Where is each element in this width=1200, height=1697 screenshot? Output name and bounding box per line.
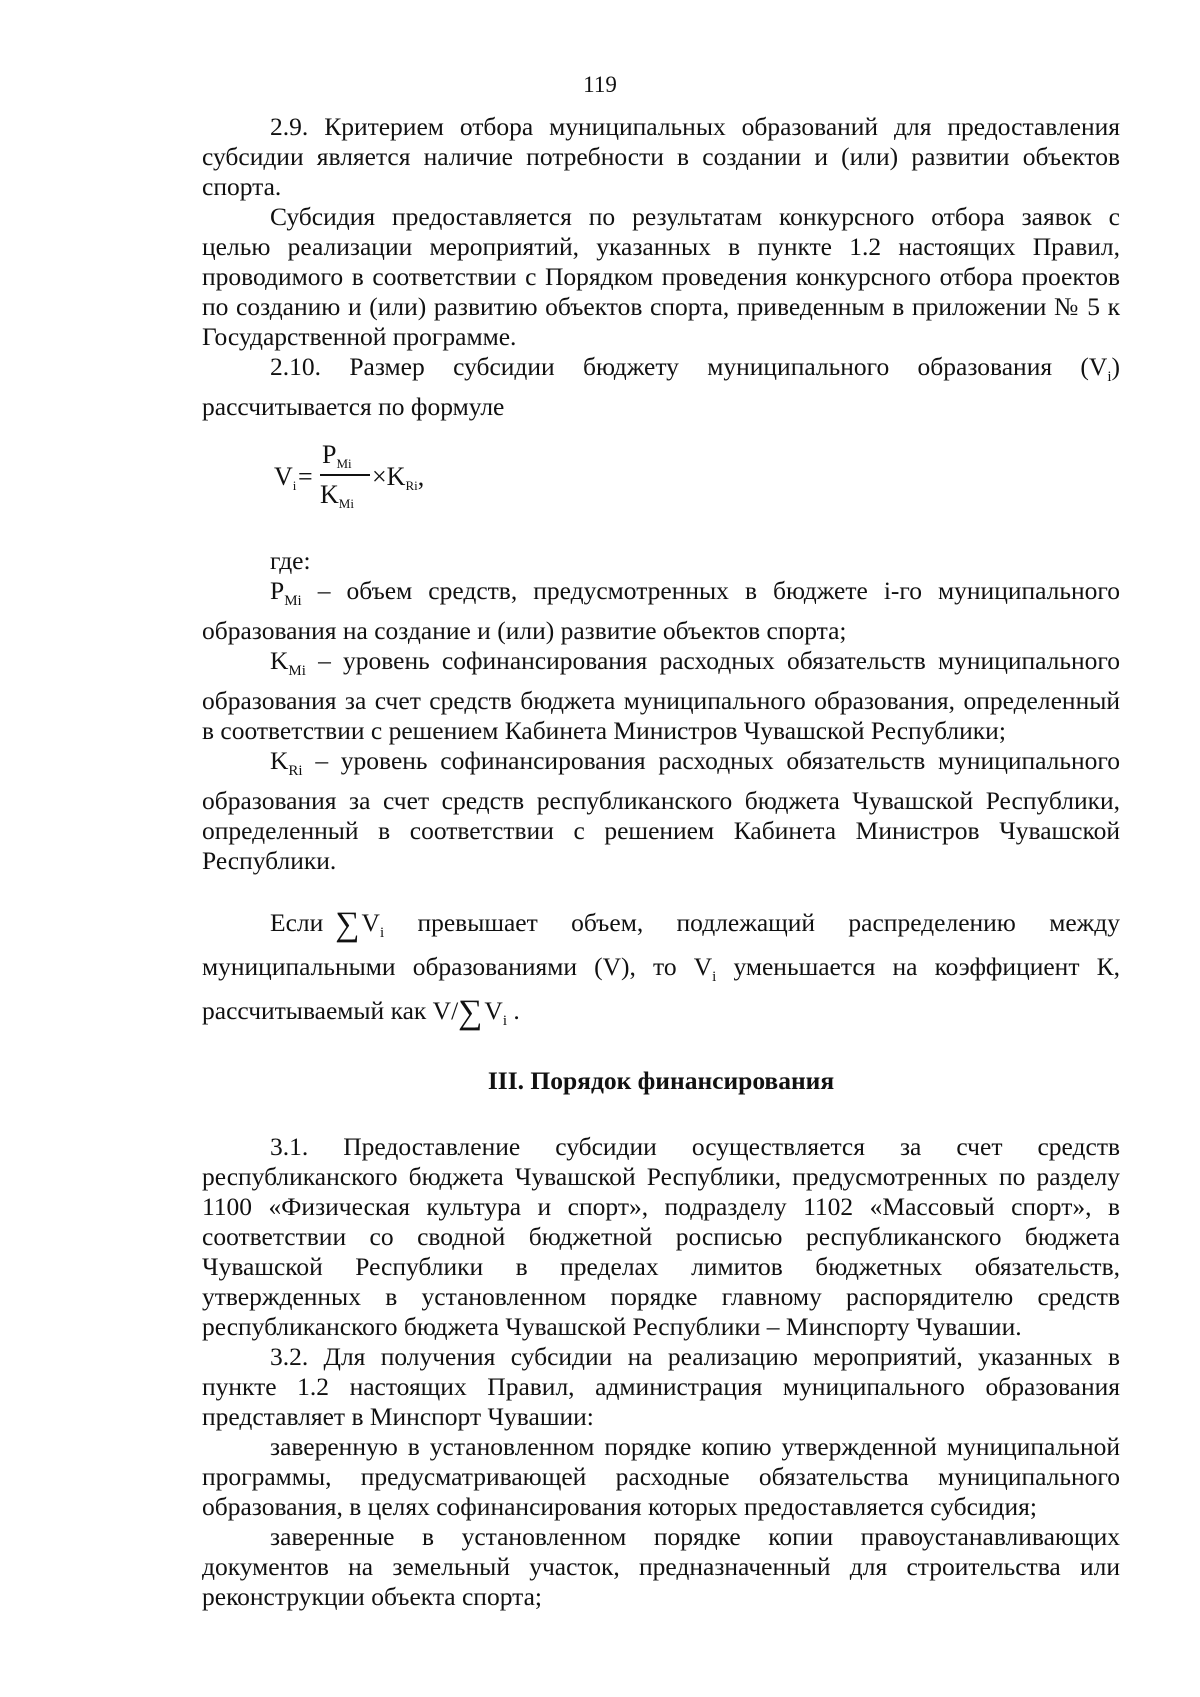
definition-k-ri: $K_{Ri}$ – уровень софинансирования расходных обязательств муниципального образования за счет средств республиканского бюджета Чувашской Республики, определенный в соответствии с решением Кабинета Министров Чувашской Республики. (202, 746, 1120, 875)
paragraph-land-documents: заверенные в установленном порядке копии правоустанавливающих документов на земельный участок, предназначенный для строительства или реконструкции объекта спорта; (202, 1522, 1120, 1611)
formula-equals: = (298, 462, 313, 491)
where-label: где: (270, 546, 311, 575)
body-text-upper (202, 112, 1120, 1612)
page-number: 119 (583, 72, 617, 97)
formula-numerator: PMi (322, 440, 352, 471)
definition-k-mi: $K_{Mi}$ – уровень софинансирования расходных обязательств муниципального образования за счет средств бюджета муниципального образования, определенный в соответствии с решением Кабинета Министров Чувашской Республики; (202, 646, 1120, 745)
definition-p-mi: $P_{Mi}$ – объем средств, предусмотренных в бюджете i-го муниципального образования на создание и (или) развитие объектов спорта; (202, 576, 1120, 645)
paragraph-program-copy: заверенную в установленном порядке копию утвержденной муниципальной программы, предусматривающей расходные обязательства муниципального образования, в целях софинансирования которых предоставляется субсидия; (202, 1432, 1120, 1521)
paragraph-3-1: 3.1. Предоставление субсидии осуществляется за счет средств республиканского бюджета Чувашской Республики, предусмотренных по разделу 1100 «Физическая культура и спорт», подразделу 1102 «Массовый спорт», в соответствии со сводной бюджетной росписью республиканского бюджета Чувашской Республики в пределах лимитов бюджетных обязательств, утвержденных в установленном порядке главному распорядителю средств республиканского бюджета Чувашской Республики – Минспорту Чувашии. (202, 1132, 1120, 1341)
formula-lhs: Vi (274, 462, 297, 493)
sum-symbol: ∑ (335, 906, 360, 943)
paragraph-subsidy-selection: Субсидия предоставляется по результатам конкурсного отбора заявок с целью реализации мероприятий, указанных в пункте 1.2 настоящих Правил, проводимого в соответствии с Порядком проведения конкурсного отбора проектов по созданию и (или) развитию объектов спорта, приведенным в приложении № 5 к Государственной программе. (202, 202, 1120, 351)
paragraph-2-10-after: ) рассчитывается по формуле (202, 352, 1120, 421)
paragraph-2-10-before: 2.10. Размер субсидии бюджету муниципального образования (V (270, 352, 1108, 381)
paragraph-3-2: 3.2. Для получения субсидии на реализацию мероприятий, указанных в пункте 1.2 настоящих Правил, администрация муниципального образования представляет в Минспорт Чувашии: (202, 1342, 1120, 1431)
paragraph-2-10-sub: i (1107, 369, 1112, 385)
formula-multiplier: ×KRi, (372, 462, 425, 493)
paragraph-2-10 (202, 352, 1120, 422)
section-title: III. Порядок финансирования (487, 1066, 835, 1095)
sum-symbol-2: ∑ (458, 994, 483, 1031)
subsidy-formula (274, 436, 1120, 522)
formula-fraction-line (320, 474, 370, 476)
formula-denominator: KMi (320, 480, 354, 511)
paragraph-2-9: 2.9. Критерием отбора муниципальных образований для предоставления субсидии является наличие потребности в создании и (или) развитии объектов спорта. (202, 112, 1120, 201)
paragraph-sum-condition: Если $\sum V_i$ превышает объем, подлежащий распределению между муниципальными образованиями (V), то $V_i$ уменьшается на коэффициент К, рассчитываемый как $V/\sum V_i$ . (202, 906, 1120, 1031)
